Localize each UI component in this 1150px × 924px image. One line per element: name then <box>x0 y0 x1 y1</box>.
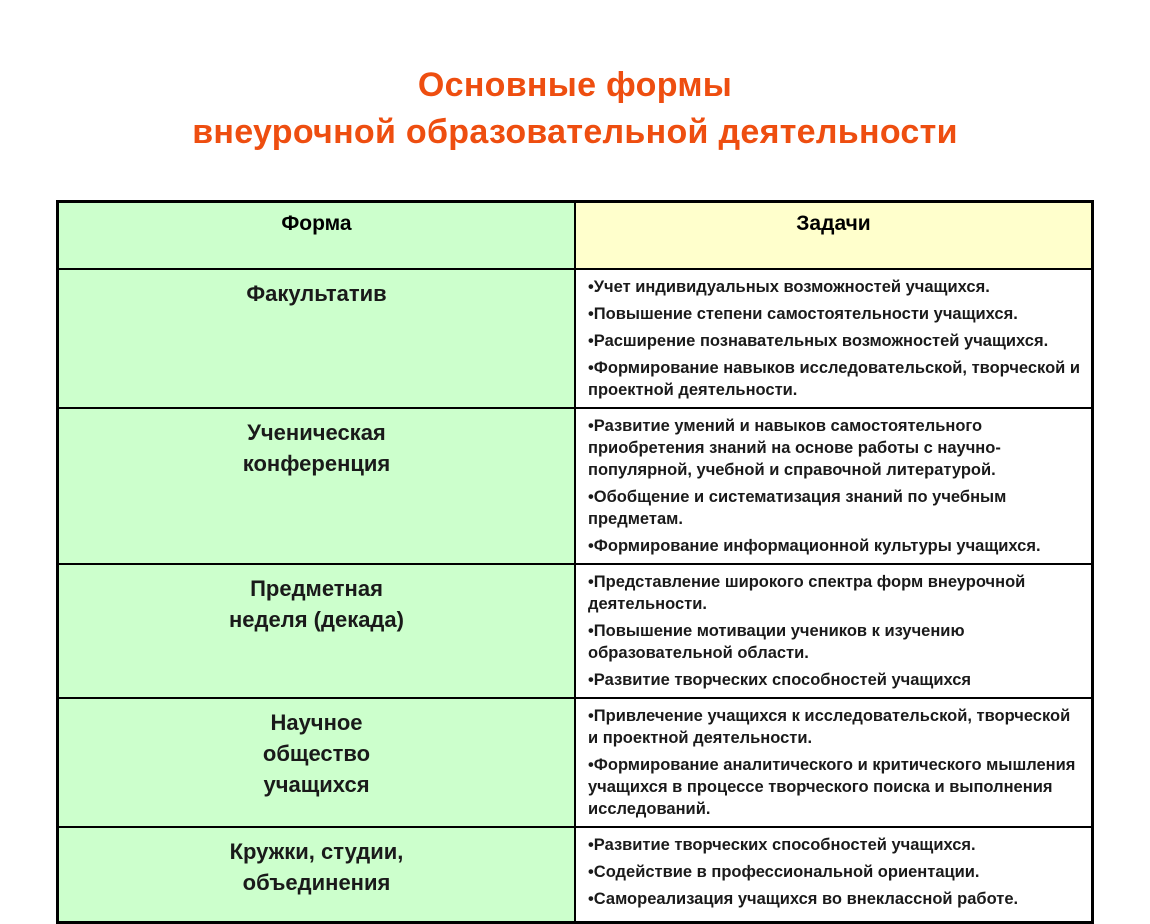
task-item: •Обобщение и систематизация знаний по учебным предметам. <box>588 488 1007 528</box>
forms-table <box>56 200 1094 924</box>
form-name-line: общество <box>262 741 371 766</box>
form-name-line: Факультатив <box>246 281 387 306</box>
form-name-line: неделя (декада) <box>229 607 404 632</box>
form-cell <box>58 269 576 408</box>
form-cell <box>58 698 576 827</box>
task-item: •Повышение мотивации учеников к изучению образовательной области. <box>588 622 965 662</box>
header-tasks: Задачи <box>575 202 1093 270</box>
form-cell <box>58 408 576 564</box>
form-cell <box>58 564 576 698</box>
tasks-cell <box>575 698 1093 827</box>
page-title-line-2: внеурочной образовательной деятельности <box>192 113 958 151</box>
form-name-line: Кружки, студии, <box>229 839 404 864</box>
task-item: •Учет индивидуальных возможностей учащихся. <box>588 278 990 296</box>
task-item: •Представление широкого спектра форм внеурочной деятельности. <box>588 573 1026 613</box>
table-row <box>58 408 1093 564</box>
form-name-line: учащихся <box>263 772 370 797</box>
form-name-line: Научное <box>270 710 363 735</box>
task-item: •Развитие творческих способностей учащихся. <box>588 836 976 854</box>
form-name-line: конференция <box>242 451 391 476</box>
task-item: •Привлечение учащихся к исследовательской, творческой и проектной деятельности. <box>588 707 1071 747</box>
tasks-cell <box>575 408 1093 564</box>
table-row <box>58 564 1093 698</box>
table-row <box>58 698 1093 827</box>
task-item: •Расширение познавательных возможностей учащихся. <box>588 332 1049 350</box>
task-item: •Повышение степени самостоятельности учащихся. <box>588 305 1018 323</box>
table-row <box>58 269 1093 408</box>
tasks-cell <box>575 564 1093 698</box>
tasks-cell <box>575 269 1093 408</box>
table-header-row <box>58 202 1093 270</box>
task-item: •Развитие творческих способностей учащихся <box>588 671 972 689</box>
table-row <box>58 827 1093 923</box>
tasks-cell <box>575 827 1093 923</box>
form-name-line: Предметная <box>250 576 383 601</box>
task-item: •Развитие умений и навыков самостоятельного приобретения знаний на основе работы с научно-популярной, учебной и справочной литературой. <box>588 417 1001 479</box>
form-name-line: объединения <box>242 870 391 895</box>
form-name-line: Ученическая <box>247 420 386 445</box>
task-item: •Формирование аналитического и критического мышления учащихся в процессе творческого поиска и выполнения исследований. <box>588 756 1076 818</box>
task-item: •Самореализация учащихся во внеклассной работе. <box>588 890 1019 908</box>
task-item: •Формирование информационной культуры учащихся. <box>588 537 1041 555</box>
header-form: Форма <box>58 202 576 270</box>
page-title-line-1: Основные формы <box>417 66 733 104</box>
task-item: •Формирование навыков исследовательской, творческой и проектной деятельности. <box>588 359 1081 399</box>
task-item: •Содействие в профессиональной ориентации. <box>588 863 980 881</box>
form-cell <box>58 827 576 923</box>
